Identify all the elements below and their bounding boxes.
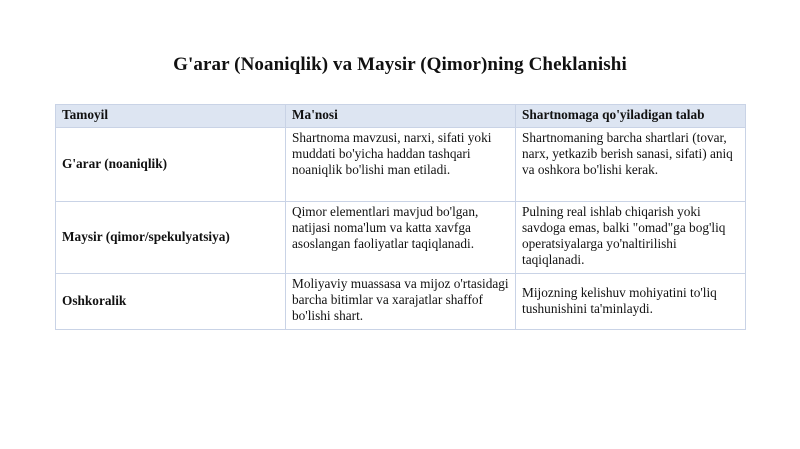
header-principle: Tamoyil <box>56 105 286 128</box>
document-title: G'arar (Noaniqlik) va Maysir (Qimor)ning Cheklanishi <box>173 54 627 75</box>
meaning-cell: Shartnoma mavzusi, narxi, sifati yoki muddati bo'yicha haddan tashqari noaniqlik bo'lishi man etiladi. <box>286 128 516 202</box>
requirement-cell: Pulning real ishlab chiqarish yoki savdoga emas, balki "omad"ga bog'liq operatsiyalarga yo'naltirilishi taqiqlanadi. <box>516 202 746 274</box>
requirement-cell: Shartnomaning barcha shartlari (tovar, narx, yetkazib berish sanasi, sifati) aniq va oshkora bo'lishi kerak. <box>516 128 746 202</box>
principles-table <box>55 104 746 330</box>
header-requirement: Shartnomaga qo'yiladigan talab <box>516 105 746 128</box>
table-row <box>56 128 746 202</box>
table-row <box>56 274 746 330</box>
table-header-row <box>56 105 746 128</box>
meaning-cell: Qimor elementlari mavjud bo'lgan, natijasi noma'lum va katta xavfga asoslangan faoliyatlar taqiqlanadi. <box>286 202 516 274</box>
principle-cell: Maysir (qimor/spekulyatsiya) <box>56 202 286 274</box>
table-row <box>56 202 746 274</box>
requirement-cell: Mijozning kelishuv mohiyatini to'liq tushunishini ta'minlaydi. <box>516 274 746 330</box>
header-meaning: Ma'nosi <box>286 105 516 128</box>
meaning-cell: Moliyaviy muassasa va mijoz o'rtasidagi barcha bitimlar va xarajatlar shaffof bo'lishi shart. <box>286 274 516 330</box>
principle-cell: G'arar (noaniqlik) <box>56 128 286 202</box>
principle-cell: Oshkoralik <box>56 274 286 330</box>
